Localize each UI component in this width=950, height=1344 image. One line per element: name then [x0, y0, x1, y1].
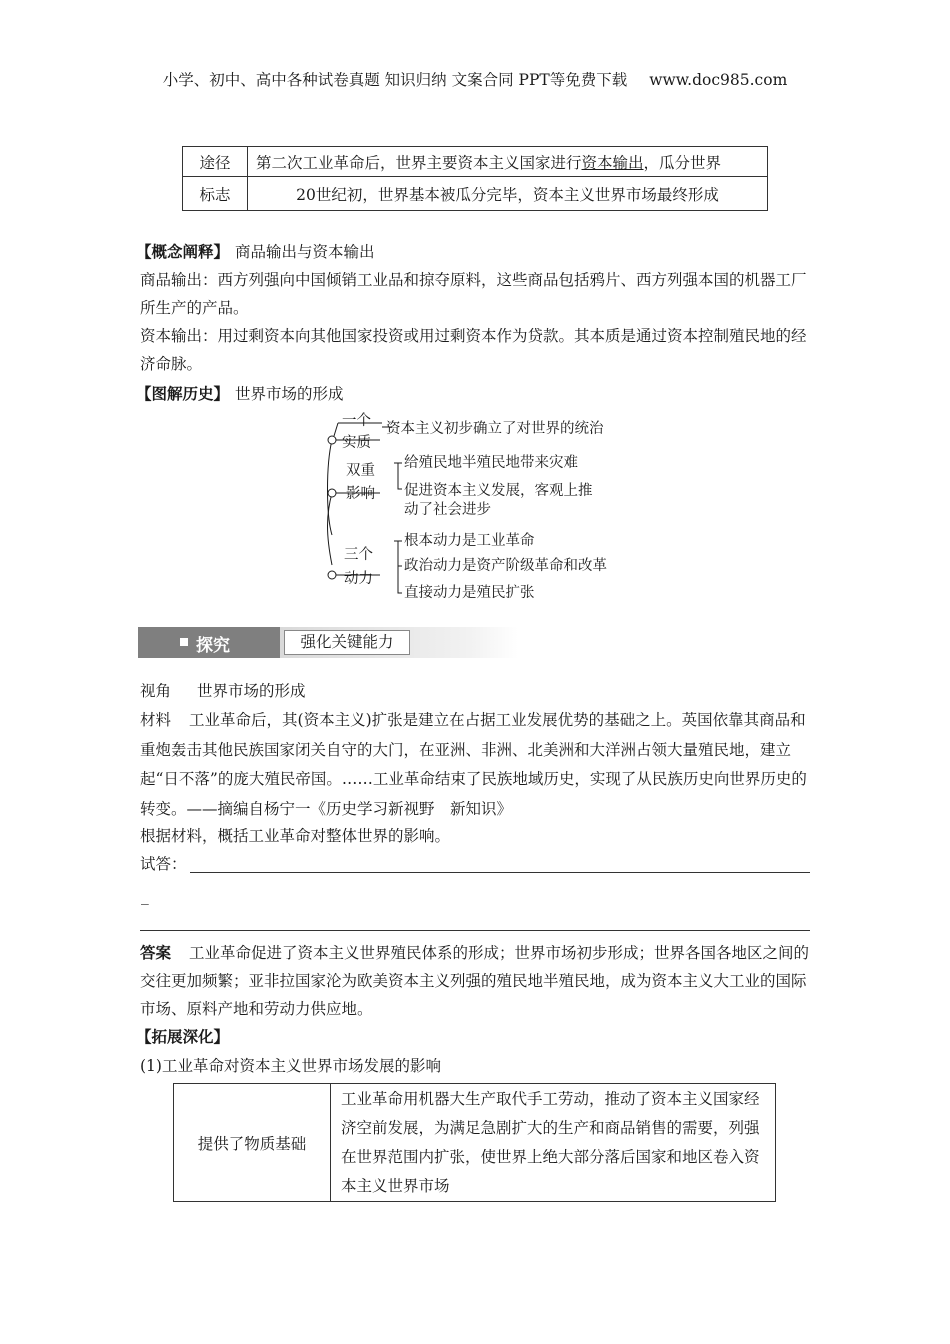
- answer-line[interactable]: [190, 872, 810, 873]
- answer-paragraph: [140, 939, 812, 1023]
- extension-table: [173, 1083, 776, 1202]
- node-circle: [328, 436, 336, 444]
- table-text-cell: 20世纪初，世界基本被瓜分完毕，资本主义世界市场最终形成: [248, 177, 768, 211]
- answer-text: 工业革命促进了资本主义世界殖民体系的形成；世界市场初步形成；世界各国各地区之间的交往更加频繁；亚非拉国家沦为欧美资本主义列强的殖民地半殖民地，成为资本主义大工业的国际市场、原料产地和劳动力供应地。: [140, 944, 810, 1018]
- node-circle: [328, 571, 336, 579]
- diagram-heading: [136, 380, 808, 408]
- group2-label1: 双重: [346, 463, 375, 479]
- extension-subtitle: (1)工业革命对资本主义世界市场发展的影响: [140, 1057, 441, 1075]
- group3-item3: 直接动力是殖民扩张: [404, 585, 535, 601]
- concept-title: 商品输出与资本输出: [235, 243, 375, 261]
- extension-label-cell: 提供了物质基础: [174, 1084, 331, 1202]
- section-banner: [138, 627, 518, 658]
- group1-item1: 资本主义初步确立了对世界的统治: [386, 421, 604, 437]
- extension-tag: 【拓展深化】: [136, 1027, 230, 1046]
- header-website: www.doc985.com: [649, 71, 788, 89]
- square-bullet-icon: [180, 638, 188, 646]
- inquiry-angle: [140, 677, 812, 705]
- table-label-cell: 标志: [183, 177, 248, 211]
- table-row: [183, 177, 768, 211]
- table-row: [174, 1084, 776, 1202]
- group1-label1: 一个: [342, 413, 371, 429]
- inquiry-material: [140, 706, 812, 824]
- group3-item1: 根本动力是工业革命: [404, 533, 535, 549]
- group3-label1: 三个: [344, 547, 373, 563]
- answer-prompt: 试答：: [140, 855, 187, 873]
- group2-item3: 动了社会进步: [404, 502, 491, 518]
- answer-label: 答案: [140, 943, 172, 962]
- banner-subtitle: 强化关键能力: [284, 630, 410, 655]
- group2-item2: 促进资本主义发展，客观上推: [404, 483, 593, 499]
- answer-dash: _: [141, 887, 149, 905]
- underlined-term: 资本输出: [581, 153, 644, 172]
- diagram-title: 世界市场的形成: [235, 385, 344, 403]
- page-header: [0, 68, 950, 90]
- concept-tag: 【概念阐释】: [136, 242, 230, 261]
- table-text-cell: 第二次工业革命后，世界主要资本主义国家进行资本输出，瓜分世界: [248, 147, 768, 177]
- inquiry-question: 根据材料，概括工业革命对整体世界的影响。: [140, 827, 451, 845]
- diagram-tag: 【图解历史】: [136, 384, 230, 403]
- top-table: [182, 146, 768, 211]
- angle-text: 世界市场的形成: [197, 682, 306, 700]
- world-market-diagram: [320, 405, 640, 605]
- table-row: [183, 147, 768, 177]
- group2-label2: 影响: [346, 486, 375, 502]
- concept-heading: [136, 238, 808, 266]
- group1-label2: 实质: [342, 435, 371, 451]
- answer-line[interactable]: [140, 930, 810, 931]
- header-left-text: 小学、初中、高中各种试卷真题 知识归纳 文案合同 PPT等免费下载: [162, 71, 628, 89]
- group3-item2: 政治动力是资产阶级革命和改革: [404, 558, 607, 574]
- concept-paragraph-1: 商品输出：西方列强向中国倾销工业品和掠夺原料，这些商品包括鸦片、西方列强本国的机器工厂所生产的产品。: [140, 271, 807, 317]
- table-label-cell: 途径: [183, 147, 248, 177]
- material-text: 工业革命后，其(资本主义)扩张是建立在占据工业发展优势的基础之上。英国依靠其商品和重炮轰击其他民族国家闭关自守的大门，在亚洲、非洲、北美洲和大洋洲占领大量殖民地，建立起“日不落”的庞大殖民帝国。……工业革命结束了民族地域历史，实现了从民族历史向世界历史的转变。——摘编自杨宁一《历史学习新视野 新知识》: [140, 711, 807, 818]
- node-circle: [328, 489, 336, 497]
- group3-label2: 动力: [344, 571, 373, 587]
- banner-title: 探究: [196, 636, 230, 656]
- extension-text-cell: 工业革命用机器大生产取代手工劳动，推动了资本主义国家经济空前发展，为满足急剧扩大的生产和商品销售的需要，列强在世界范围内扩张，使世界上绝大部分落后国家和地区卷入资本主义世界市场: [331, 1084, 776, 1202]
- group2-item1: 给殖民地半殖民地带来灾难: [404, 455, 578, 471]
- concept-paragraph-2: 资本输出：用过剩资本向其他国家投资或用过剩资本作为贷款。其本质是通过资本控制殖民地的经济命脉。: [140, 327, 807, 373]
- material-label: 材料: [140, 711, 172, 729]
- angle-label: 视角: [140, 682, 172, 700]
